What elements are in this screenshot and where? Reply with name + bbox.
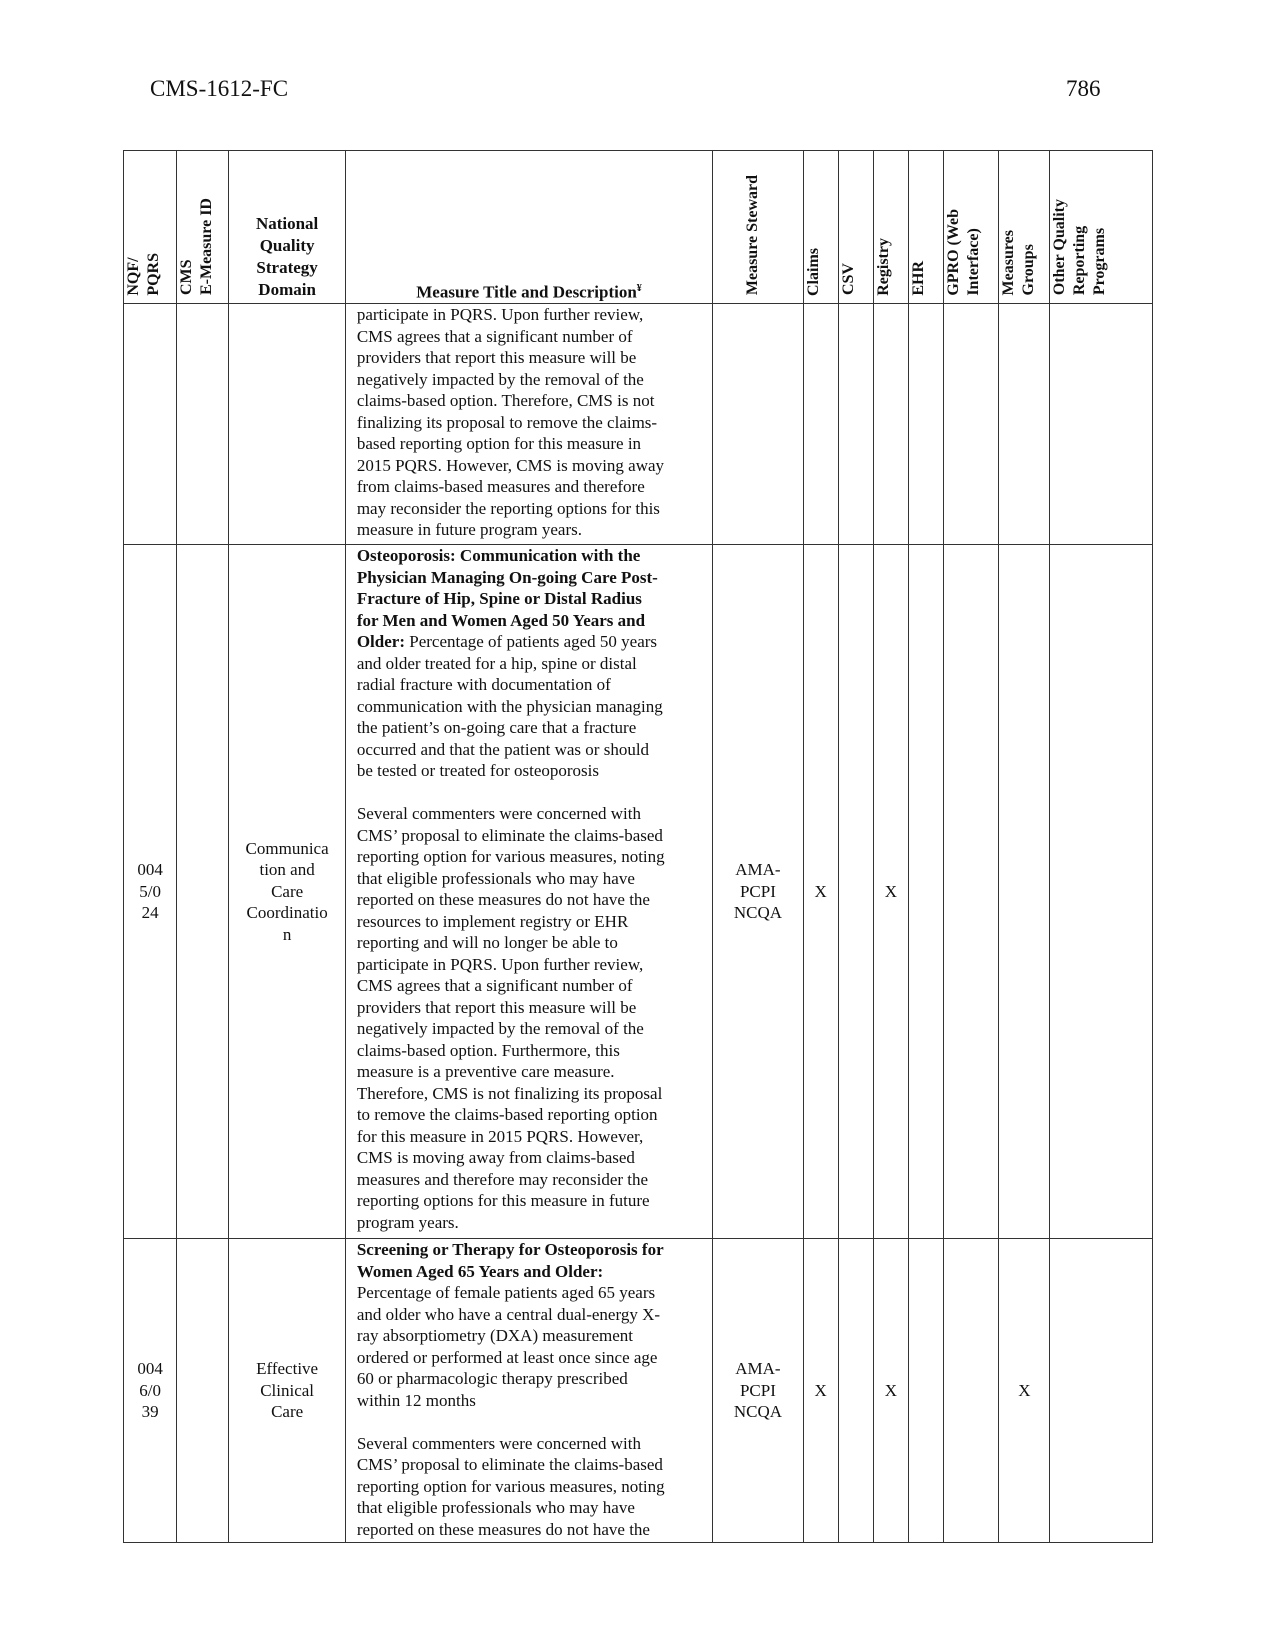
cell-csv <box>838 545 873 1239</box>
measure-title: Screening or Therapy for Osteoporosis for Women Aged 65 Years and Older: <box>356 1240 664 1281</box>
col-header-domain: National Quality Strategy Domain <box>229 151 345 304</box>
cell-nqf: 004 5/0 24 <box>124 545 177 1239</box>
cell-registry: X <box>873 1239 908 1543</box>
cell-claims <box>803 304 838 545</box>
col-header-title: Measure Title and Description¥ <box>345 151 712 304</box>
cell-registry: X <box>873 545 908 1239</box>
measures-table <box>123 150 1153 1543</box>
col-header-nqf: NQF/ PQRS <box>124 151 177 304</box>
cell-nqf <box>124 304 177 545</box>
col-header-ehr: EHR <box>908 151 943 304</box>
page-number: 786 <box>1066 76 1101 101</box>
cell-nqf: 004 6/0 39 <box>124 1239 177 1543</box>
cell-csv <box>838 1239 873 1543</box>
cell-cms <box>177 304 229 545</box>
cell-domain: Effective Clinical Care <box>229 1239 345 1543</box>
table-row <box>124 1239 1153 1543</box>
cell-steward: AMA- PCPI NCQA <box>713 1239 803 1543</box>
col-header-claims: Claims <box>803 151 838 304</box>
col-header-gpro: GPRO (Web Interface) <box>944 151 999 304</box>
cell-description: Screening or Therapy for Osteoporosis for Women Aged 65 Years and Older: Percentage of female patients aged 65 years and older who have a central dual-energy X- ray absorptiometry (DXA) measurement ordered or performed at least once since age 60 or pharmacologic therapy prescribed within 12 months Several commenters were concerned with CMS’ proposal to eliminate the claims-based reporting option for various measures, noting that eligible professionals who may have reported on these measures do not have the <box>345 1239 712 1543</box>
cell-cms <box>177 545 229 1239</box>
col-header-registry: Registry <box>873 151 908 304</box>
cell-cms <box>177 1239 229 1543</box>
cell-steward <box>713 304 803 545</box>
col-header-groups: Measures Groups <box>999 151 1050 304</box>
cell-ehr <box>908 1239 943 1543</box>
cell-ehr <box>908 545 943 1239</box>
cell-groups <box>999 304 1050 545</box>
table-row <box>124 304 1153 545</box>
cell-domain: Communica tion and Care Coordinatio n <box>229 545 345 1239</box>
cell-registry <box>873 304 908 545</box>
cell-gpro <box>944 304 999 545</box>
cell-description: Osteoporosis: Communication with the Physician Managing On-going Care Post- Fracture of Hip, Spine or Distal Radius for Men and Women Aged 50 Years and Older: Percentage of patients aged 50 years and older treated for a hip, spine or distal radial fracture with documentation of communication with the physician managing the patient’s on-going care that a fracture occurred and that the patient was or should be tested or treated for osteoporosis Several commenters were concerned with CMS’ proposal to eliminate the claims-based reporting option for various measures, noting that eligible professionals who may have reported on these measures do not have the resources to implement registry or EHR reporting and will no longer be able to participate in PQRS. Upon further review, CMS agrees that a significant number of providers that report this measure will be negatively impacted by the removal of the claims-based option. Furthermore, this measure is a preventive care measure. Therefore, CMS is not finalizing its proposal to remove the claims-based reporting option for this measure in 2015 PQRS. However, CMS is moving away from claims-based measures and therefore may reconsider the reporting options for this measure in future program years. <box>345 545 712 1239</box>
cell-ehr <box>908 304 943 545</box>
col-header-csv: CSV <box>838 151 873 304</box>
cell-other <box>1050 304 1153 545</box>
cell-claims: X <box>803 1239 838 1543</box>
title-footnote-mark: ¥ <box>636 282 642 294</box>
cell-other <box>1050 1239 1153 1543</box>
cell-groups <box>999 545 1050 1239</box>
cell-domain <box>229 304 345 545</box>
table-header-row <box>124 151 1153 304</box>
cell-gpro <box>944 545 999 1239</box>
col-header-steward: Measure Steward <box>713 151 803 304</box>
cell-gpro <box>944 1239 999 1543</box>
measure-title: Osteoporosis: Communication with the Physician Managing On-going Care Post- Fracture of Hip, Spine or Distal Radius for Men and Women Aged 50 Years and Older: <box>356 546 658 651</box>
table-row <box>124 545 1153 1239</box>
document-id: CMS-1612-FC <box>150 76 289 101</box>
col-header-cms: CMS E-Measure ID <box>177 151 229 304</box>
cell-csv <box>838 304 873 545</box>
cell-other <box>1050 545 1153 1239</box>
cell-groups: X <box>999 1239 1050 1543</box>
cell-claims: X <box>803 545 838 1239</box>
cell-description: participate in PQRS. Upon further review, CMS agrees that a significant number of providers that report this measure will be negatively impacted by the removal of the claims-based option. Therefore, CMS is not finalizing its proposal to remove the claims- based reporting option for this measure in 2015 PQRS. However, CMS is moving away from claims-based measures and therefore may reconsider the reporting options for this measure in future program years. <box>345 304 712 545</box>
cell-steward: AMA- PCPI NCQA <box>713 545 803 1239</box>
col-header-other: Other Quality Reporting Programs <box>1050 151 1153 304</box>
